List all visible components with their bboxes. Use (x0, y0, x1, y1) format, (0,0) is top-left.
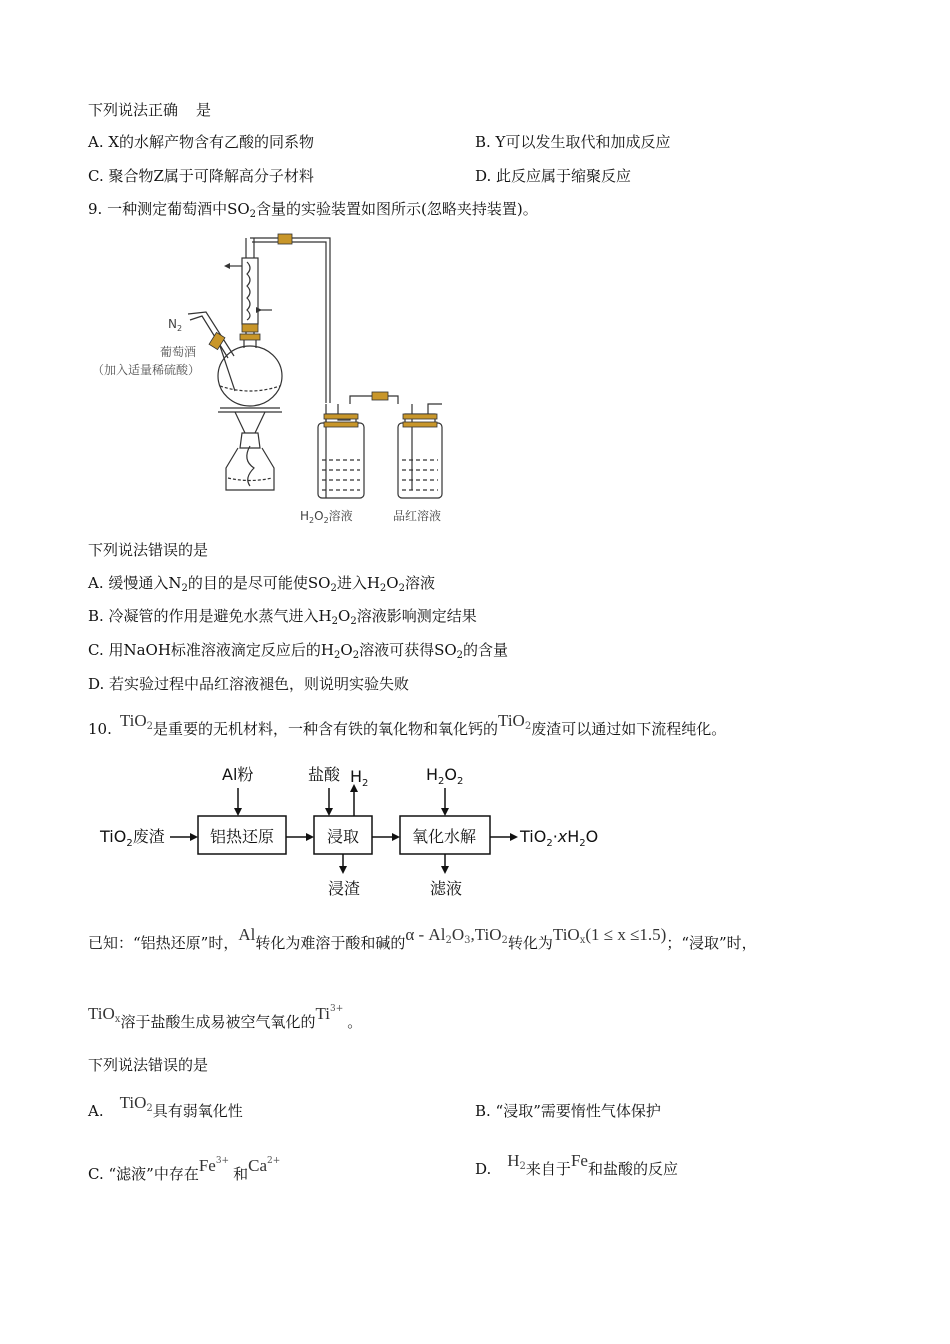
top-delivery-tube (250, 238, 330, 403)
box2-label: 浸取 (327, 827, 360, 846)
q8-option-c: C. 聚合物Z属于可降解高分子材料 (88, 167, 314, 185)
svg-text:N2: $N_2$ (168, 317, 183, 333)
residue-label: 浸渣 (328, 879, 361, 898)
q9-option-a: A. 缓慢通入$N_2$的目的是尽可能使$SO_2$进入$H_2O_2$溶液 (88, 574, 435, 594)
q9-option-c: C. 用NaOH标准溶液滴定反应后的$H_2O_2$溶液可获得$SO_2$的含量 (88, 641, 509, 661)
flow-start-label: TiO$_2$废渣 (100, 827, 165, 849)
q9-stem: 9. 一种测定葡萄酒中$SO_2$含量的实验装置如图所示(忽略夹持装置)。 (88, 200, 538, 220)
q10-option-c: C. “滤液”中存在$Fe^{3+}$和$Ca^{2+}$ (88, 1156, 281, 1183)
q9-option-b: B. 冷凝管的作用是避免水蒸气进入$H_2O_2$溶液影响测定结果 (88, 607, 477, 627)
output-h2-label: $H_2$ (350, 767, 369, 789)
box3-label: 氧化水解 (412, 827, 477, 846)
flow-end-label: $TiO_2\cdot xH_2O$ (520, 827, 599, 849)
wine-note-label: （加入适量稀硫酸） (92, 363, 201, 377)
q10-option-b: B. “浸取”需要惰性气体保护 (475, 1102, 661, 1120)
q8-stem: 下列说法正确 是 (88, 101, 212, 119)
box1-label: 铝热还原 (210, 827, 275, 846)
input-h2o2-label: $H_2O_2$ (426, 765, 464, 787)
q8-option-d: D. 此反应属于缩聚反应 (475, 167, 632, 185)
round-bottom-flask (218, 346, 282, 406)
q10-option-d: D. $H^2$来自于Fe和盐酸的反应 (475, 1151, 678, 1178)
input-al-label: Al粉 (222, 765, 254, 784)
q9-option-d: D. 若实验过程中品红溶液褪色，则说明实验失败 (88, 675, 410, 693)
q9-apparatus-figure (92, 228, 470, 528)
q10-option-a: A. TiO$^2$具有弱氧化性 (88, 1093, 243, 1120)
q8-option-b: B. Y可以发生取代和加成反应 (475, 133, 671, 151)
q8-option-a: A. X的水解产物含有乙酸的同系物 (88, 133, 315, 151)
pinhong-label: 品红溶液 (393, 509, 442, 523)
q10-stem: 10. TiO$^2$是重要的无机材料，一种含有铁的氧化物和氧化钙的TiO$^2$废渣可以通过如下流程纯化。 (88, 711, 727, 738)
h2o2-label: $H_2O_2$溶液 (300, 509, 353, 525)
filtrate-label: 滤液 (430, 879, 463, 898)
q9-question: 下列说法错误的是 (88, 541, 209, 559)
q10-known-line1: 已知：“铝热还原”时，Al转化为难溶于酸和碱的α - $Al^2O^3,TiO^2$转化为TiO$^x$(1 ≤ x ≤1.5)；“浸取”时， (88, 925, 757, 952)
q10-question: 下列说法错误的是 (88, 1056, 209, 1074)
q10-known-line2: TiO$^x$溶于盐酸生成易被空气氧化的$Ti^{3+}$。 (88, 1004, 363, 1031)
input-hcl-label: 盐酸 (308, 765, 341, 784)
wine-label: 葡萄酒 (160, 345, 197, 359)
q10-flowchart (98, 758, 618, 908)
